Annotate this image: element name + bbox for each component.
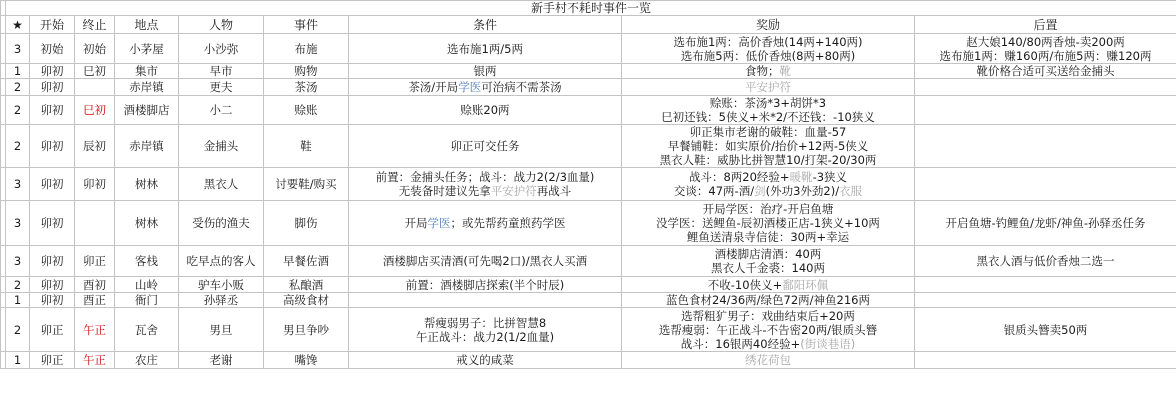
cell-line [624, 80, 912, 94]
end-cell: 酉正 [75, 293, 115, 308]
text-segment: 赵大娘140/80两香烛-卖200两 [966, 34, 1125, 49]
text-segment: 帮瘦弱男子：比拼智慧8 [423, 315, 547, 330]
text-segment: 战斗：16银两40经验+ [680, 336, 801, 351]
event-cell: 脚伤 [264, 201, 349, 246]
cell-line [624, 110, 912, 124]
start-cell: 卯初 [30, 293, 75, 308]
star-cell: 1 [6, 64, 30, 79]
cell-line [351, 254, 619, 268]
place-cell: 树林 [115, 201, 179, 246]
cell-line [917, 35, 1174, 49]
text-segment: 赊账：茶汤*3+胡饼*3 [709, 96, 827, 110]
reward-cell [622, 201, 915, 246]
text-segment: 平安护符 [490, 184, 537, 198]
followup-cell [915, 308, 1176, 352]
cell-line [917, 254, 1174, 268]
text-segment: 食物； [745, 64, 780, 78]
condition-cell [349, 201, 622, 246]
cell-line [624, 49, 912, 63]
cell-line [351, 216, 619, 230]
cell-line [624, 230, 912, 244]
table-row [1, 79, 1176, 96]
cell-line [917, 64, 1174, 78]
reward-cell [622, 308, 915, 352]
cell-line [351, 139, 619, 153]
followup-cell [915, 293, 1176, 308]
person-cell: 小二 [179, 96, 264, 125]
start-cell: 卯初 [30, 125, 75, 168]
cell-line [351, 184, 619, 198]
end-cell: 巳初 [75, 64, 115, 79]
cell-line [917, 216, 1174, 230]
followup-cell [915, 352, 1176, 369]
event-cell: 鞋 [264, 125, 349, 168]
condition-cell [349, 125, 622, 168]
table-row [1, 308, 1176, 352]
text-segment: 可治病不需茶汤 [481, 80, 562, 94]
condition-cell [349, 64, 622, 79]
header-star: ★ [6, 16, 30, 34]
text-segment: 茶汤/开局 [408, 80, 459, 94]
text-segment: 鲤鱼送清泉寺信徒：30两+幸运 [686, 230, 850, 244]
followup-cell [915, 168, 1176, 201]
text-segment: 绣花荷包 [745, 353, 791, 367]
reward-cell [622, 246, 915, 277]
cell-line [351, 278, 619, 292]
text-segment: 不收-10侠义+ [707, 277, 783, 292]
cell-line [624, 96, 912, 110]
cell-line [624, 337, 912, 351]
text-segment: 蓝色食材24/36两/绿色72两/神鱼216两 [666, 293, 870, 307]
header-condition: 条件 [349, 16, 622, 34]
event-cell: 私酿酒 [264, 277, 349, 293]
event-cell: 早餐佐酒 [264, 246, 349, 277]
text-segment: 银质头簪卖50两 [1003, 322, 1088, 337]
event-cell: 嘴馋 [264, 352, 349, 369]
reward-cell [622, 352, 915, 369]
cell-line [351, 330, 619, 344]
cell-line [624, 184, 912, 198]
text-segment: 选布施5两：低价香烛(8两+80两) [680, 48, 856, 63]
place-cell: 酒楼脚店 [115, 96, 179, 125]
condition-cell [349, 277, 622, 293]
end-cell: 酉初 [75, 277, 115, 293]
cell-line [624, 125, 912, 139]
text-segment: 选帮粗犷男子：戏曲结束后+20两 [681, 308, 855, 323]
person-cell: 黑衣人 [179, 168, 264, 201]
table-row [1, 352, 1176, 369]
person-cell: 金捕头 [179, 125, 264, 168]
cell-line [624, 323, 912, 337]
condition-cell [349, 246, 622, 277]
place-cell: 集市 [115, 64, 179, 79]
condition-cell [349, 308, 622, 352]
place-cell: 赤岸镇 [115, 125, 179, 168]
cell-line [624, 278, 912, 292]
text-segment: 酒楼脚店清酒：40两 [714, 247, 822, 261]
person-cell: 驴车小贩 [179, 277, 264, 293]
followup-cell [915, 34, 1176, 64]
text-segment: 衣服 [839, 184, 863, 198]
start-cell: 卯初 [30, 246, 75, 277]
place-cell: 衙门 [115, 293, 179, 308]
place-cell: 山岭 [115, 277, 179, 293]
start-cell: 卯正 [30, 308, 75, 352]
text-segment: 靴 [779, 64, 791, 78]
text-segment: 午正战斗：战力2(1/2血量) [415, 329, 555, 344]
end-cell: 卯初 [75, 168, 115, 201]
star-cell: 3 [6, 246, 30, 277]
table-row [1, 96, 1176, 125]
end-cell [75, 79, 115, 96]
person-cell: 更夫 [179, 79, 264, 96]
end-cell: 辰初 [75, 125, 115, 168]
followup-cell [915, 79, 1176, 96]
end-cell: 卯正 [75, 246, 115, 277]
text-segment: 前置：酒楼脚店探索(半个时辰) [405, 277, 565, 292]
table-row [1, 64, 1176, 79]
place-cell: 赤岸镇 [115, 79, 179, 96]
reward-cell [622, 168, 915, 201]
text-segment: ；或先帮药童煎药学医 [450, 216, 566, 230]
person-cell: 小沙弥 [179, 34, 264, 64]
start-cell: 初始 [30, 34, 75, 64]
star-cell: 2 [6, 96, 30, 125]
text-segment: 选布施1两：高价香烛(14两+140两) [673, 34, 863, 49]
table-row [1, 246, 1176, 277]
text-segment: 银两 [473, 64, 497, 78]
text-segment: (街谈巷语) [800, 336, 856, 351]
header-start: 开始 [30, 16, 75, 34]
header-followup: 后置 [915, 16, 1176, 34]
cell-line [624, 153, 912, 167]
text-segment: 学医 [427, 216, 451, 230]
reward-cell [622, 277, 915, 293]
person-cell: 受伤的渔夫 [179, 201, 264, 246]
condition-cell [349, 168, 622, 201]
cell-line [624, 35, 912, 49]
end-cell: 午正 [75, 352, 115, 369]
followup-cell [915, 64, 1176, 79]
text-segment: 戒义的咸菜 [456, 353, 514, 367]
reward-cell [622, 125, 915, 168]
condition-cell [349, 34, 622, 64]
cell-line [624, 139, 912, 153]
start-cell: 卯正 [30, 352, 75, 369]
start-cell: 卯初 [30, 79, 75, 96]
cell-line [917, 323, 1174, 337]
condition-cell [349, 293, 622, 308]
text-segment: 剑 [754, 184, 766, 198]
star-cell: 2 [6, 277, 30, 293]
star-cell: 2 [6, 79, 30, 96]
start-cell: 卯初 [30, 64, 75, 79]
text-segment: 选布施1两/5两 [446, 41, 523, 56]
text-segment: 早餐铺鞋：如实原价/抬价+12两-5侠义 [667, 139, 869, 153]
start-cell: 卯初 [30, 277, 75, 293]
header-row [1, 16, 1176, 34]
cell-line [624, 170, 912, 184]
cell-line [624, 261, 912, 275]
cell-line [624, 353, 912, 367]
header-person: 人物 [179, 16, 264, 34]
text-segment: 黑衣人鞋：威胁比拼智慧10/打架-20/30两 [659, 153, 877, 167]
followup-cell [915, 246, 1176, 277]
condition-cell [349, 352, 622, 369]
cell-line [624, 64, 912, 78]
end-cell: 午正 [75, 308, 115, 352]
cell-line [624, 202, 912, 216]
text-segment: 卯正可交任务 [450, 139, 520, 153]
person-cell: 老谢 [179, 352, 264, 369]
place-cell: 小茅屋 [115, 34, 179, 64]
cell-line [624, 309, 912, 323]
text-segment: 靴价格合适可买送给金捕头 [976, 64, 1115, 78]
text-segment: 开启鱼塘-钓鲤鱼/龙虾/神鱼-孙驿丞任务 [945, 216, 1146, 230]
person-cell: 早市 [179, 64, 264, 79]
cell-line [351, 170, 619, 184]
star-cell: 3 [6, 201, 30, 246]
reward-cell [622, 293, 915, 308]
event-cell: 购物 [264, 64, 349, 79]
text-segment: 卯正集市老谢的破鞋：血量-57 [689, 125, 847, 139]
text-segment: 平安护符 [745, 80, 791, 94]
event-cell: 男旦争吵 [264, 308, 349, 352]
text-segment: 交谈：47两-酒/ [673, 184, 755, 198]
end-cell: 巳初 [75, 96, 115, 125]
reward-cell [622, 96, 915, 125]
cell-line [351, 316, 619, 330]
header-reward: 奖励 [622, 16, 915, 34]
text-segment: 没学医：送鲤鱼-辰初酒楼正店-1狭义+10两 [656, 216, 880, 230]
place-cell: 瓦舍 [115, 308, 179, 352]
condition-cell [349, 96, 622, 125]
star-cell: 1 [6, 293, 30, 308]
end-cell [75, 201, 115, 246]
cell-line [351, 64, 619, 78]
text-segment: -3狭义 [812, 170, 848, 184]
table-row [1, 168, 1176, 201]
table-row [1, 277, 1176, 293]
followup-cell [915, 277, 1176, 293]
followup-cell [915, 96, 1176, 125]
text-segment: 选帮瘦弱：午正战斗-不告密20两/银质头簪 [658, 322, 878, 337]
table-row [1, 201, 1176, 246]
text-segment: 黑衣人千金裘：140两 [711, 261, 825, 275]
event-cell: 高级食材 [264, 293, 349, 308]
end-cell: 初始 [75, 34, 115, 64]
header-event: 事件 [264, 16, 349, 34]
star-cell: 3 [6, 168, 30, 201]
text-segment: 再战斗 [536, 184, 572, 198]
followup-cell [915, 201, 1176, 246]
text-segment: 战斗：8两20经验+ [688, 170, 790, 184]
text-segment: 开局 [404, 216, 428, 230]
reward-cell [622, 34, 915, 64]
header-place: 地点 [115, 16, 179, 34]
cell-line [917, 49, 1174, 63]
text-segment: 开局学医：治疗-开启鱼塘 [702, 202, 834, 216]
text-segment: 选布施1两：赚160两/布施5两：赚120两 [939, 48, 1152, 63]
text-segment: 赊账20两 [460, 103, 510, 117]
place-cell: 农庄 [115, 352, 179, 369]
followup-cell [915, 125, 1176, 168]
person-cell: 吃早点的客人 [179, 246, 264, 277]
start-cell: 卯初 [30, 168, 75, 201]
star-cell: 3 [6, 34, 30, 64]
event-cell: 茶汤 [264, 79, 349, 96]
text-segment: 鄱阳环佩 [782, 277, 829, 292]
text-segment: 巳初还钱：5侠义+米*2/不还钱：-10狭义 [661, 110, 875, 124]
title-row [1, 1, 1176, 16]
event-cell: 赊账 [264, 96, 349, 125]
text-segment: 黑衣人酒与低价香烛二选一 [976, 254, 1115, 268]
cell-line [624, 293, 912, 307]
table-row [1, 34, 1176, 64]
place-cell: 客栈 [115, 246, 179, 277]
person-cell: 孙驿丞 [179, 293, 264, 308]
cell-line [624, 216, 912, 230]
text-segment: 暖靴 [789, 170, 813, 184]
star-cell: 1 [6, 352, 30, 369]
condition-cell [349, 79, 622, 96]
reward-cell [622, 64, 915, 79]
header-end: 终止 [75, 16, 115, 34]
event-cell: 布施 [264, 34, 349, 64]
text-segment: 学医 [458, 80, 482, 94]
text-segment: 酒楼脚店买清酒(可先喝2口)/黑衣人买酒 [382, 254, 588, 268]
text-segment: (外功3外劲2)/ [765, 184, 840, 198]
text-segment: 无装备时建议先拿 [398, 184, 491, 198]
place-cell: 树林 [115, 168, 179, 201]
star-cell: 2 [6, 125, 30, 168]
cell-line [351, 80, 619, 94]
table-row [1, 293, 1176, 308]
cell-line [351, 103, 619, 117]
cell-line [351, 42, 619, 56]
start-cell: 卯初 [30, 96, 75, 125]
cell-line [351, 353, 619, 367]
reward-cell [622, 79, 915, 96]
person-cell: 男旦 [179, 308, 264, 352]
sheet-title: 新手村不耗时事件一览 [6, 1, 1176, 16]
start-cell: 卯初 [30, 201, 75, 246]
star-cell: 2 [6, 308, 30, 352]
table-row [1, 125, 1176, 168]
event-cell: 讨要鞋/购买 [264, 168, 349, 201]
text-segment: 前置：金捕头任务；战斗：战力2(2/3血量) [375, 170, 595, 184]
cell-line [624, 247, 912, 261]
